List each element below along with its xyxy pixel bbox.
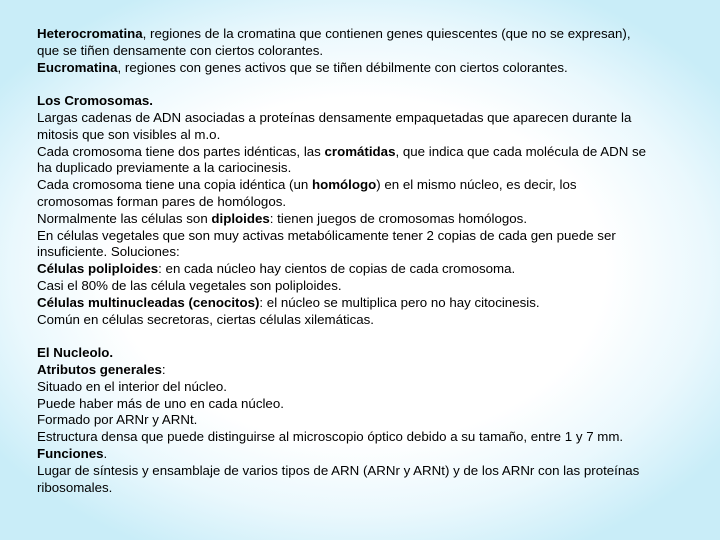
cromosomas-line-10: Células poliploides: en cada núcleo hay cientos de copias de cada cromosoma.: [37, 261, 516, 277]
cromosomas-line-7: Normalmente las células son diploides: tienen juegos de cromosomas homólogos.: [37, 210, 528, 226]
funcion-line-1: Lugar de síntesis y ensamblaje de varios tipos de ARN (ARNr y ARNt) y de los ARNr con las proteínas: [37, 462, 640, 478]
eucromatina-term: Eucromatina: [37, 59, 118, 75]
atributos-heading: Atributos generales:: [37, 361, 166, 377]
nucleolo-title: El Nucleolo.: [37, 345, 114, 361]
diploides-term: diploides: [211, 210, 270, 226]
cromosomas-line-8: En células vegetales que son muy activas metabólicamente tener 2 copias de cada gen puede ser: [37, 227, 616, 243]
spacer: [37, 76, 687, 93]
heterocromatina-line-2: que se tiñen densamente con ciertos colorantes.: [37, 42, 324, 58]
atributo-3: Formado por ARNr y ARNt.: [37, 412, 198, 428]
homologo-term: homólogo: [311, 177, 377, 193]
atributo-2: Puede haber más de uno en cada núcleo.: [37, 395, 284, 411]
cromosomas-line-12: Células multinucleadas (cenocitos): el núcleo se multiplica pero no hay citocinesis.: [37, 294, 540, 310]
eucromatina-line: [37, 60, 687, 77]
cromosomas-line-4: ha duplicado previamente a la cariocinesis.: [37, 160, 292, 176]
cromosomas-line-9: insuficiente. Soluciones:: [37, 244, 180, 260]
heterocromatina-term: Heterocromatina: [37, 26, 143, 41]
atributo-1: Situado en el interior del núcleo.: [37, 378, 227, 394]
cromatidas-term: cromátidas: [324, 143, 396, 159]
slide-text: [37, 26, 687, 496]
cromosomas-line-3: Cada cromosoma tiene dos partes idénticas, las cromátidas, que indica que cada molécula de ADN se: [37, 143, 647, 159]
spacer: [37, 328, 687, 345]
funcion-line-2: ribosomales.: [37, 479, 113, 495]
heterocromatina-definition: , regiones de la cromatina que contienen genes quiescentes (que no se expresan),: [142, 26, 631, 41]
cromosomas-line-6: cromosomas forman pares de homólogos.: [37, 193, 287, 209]
cromosomas-line-5: Cada cromosoma tiene una copia idéntica (un homólogo) en el mismo núcleo, es decir, los: [37, 177, 577, 193]
cromosomas-line-2: mitosis que son visibles al m.o.: [37, 126, 221, 142]
cromosomas-title: Los Cromosomas.: [37, 93, 154, 109]
cromosomas-line-11: Casi el 80% de las célula vegetales son poliploides.: [37, 277, 342, 293]
poliploides-term: Células poliploides: [37, 261, 159, 277]
cromosomas-line-1: Largas cadenas de ADN asociadas a proteínas densamente empaquetadas que aparecen durante la: [37, 109, 632, 125]
cromosomas-line-13: Común en células secretoras, ciertas células xilemáticas.: [37, 311, 374, 327]
funciones-heading: Funciones.: [37, 445, 108, 461]
cenocitos-term: Células multinucleadas (cenocitos): [37, 294, 260, 310]
eucromatina-definition: , regiones con genes activos que se tiñen débilmente con ciertos colorantes.: [117, 59, 568, 75]
atributo-4: Estructura densa que puede distinguirse al microscopio óptico debido a su tamaño, entre 1 y 7 mm.: [37, 429, 624, 445]
heterocromatina-line-1: [37, 26, 687, 43]
